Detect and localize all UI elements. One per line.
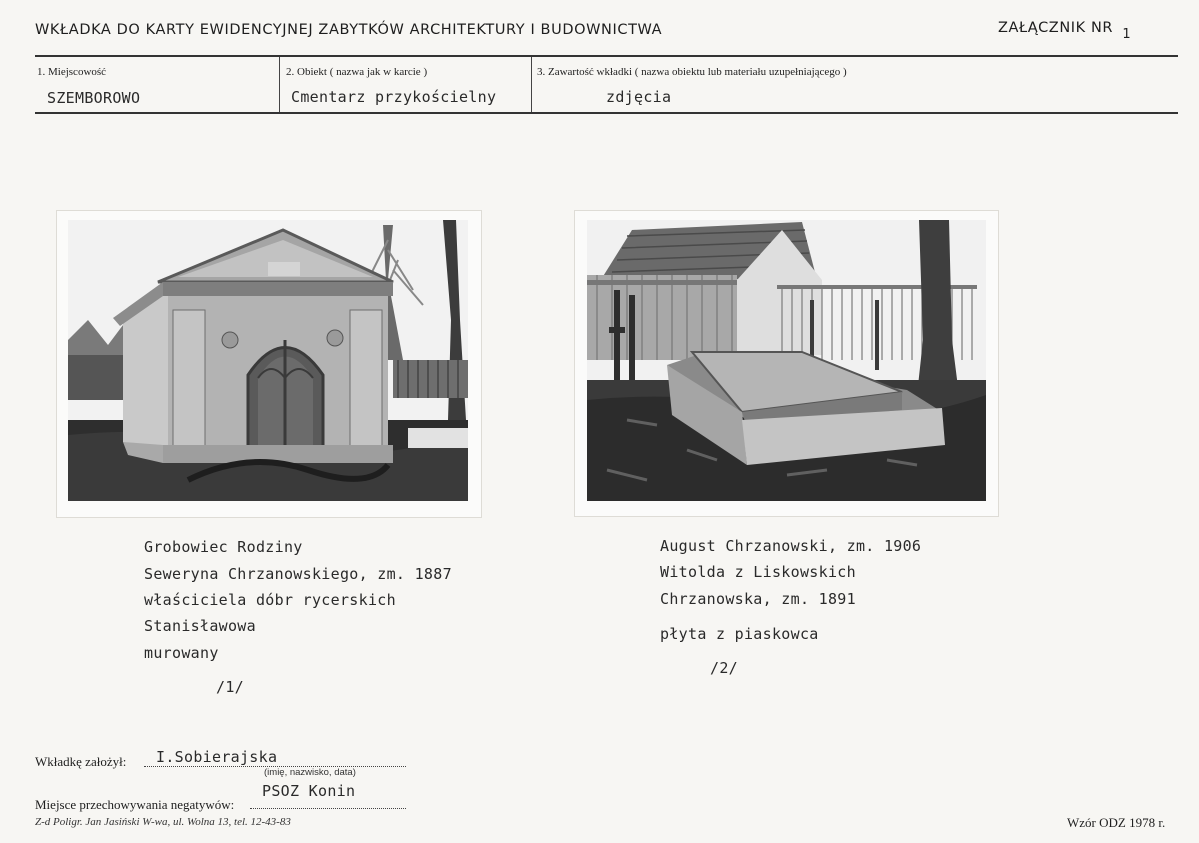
field-divider-1 — [279, 57, 280, 112]
header-top-rule — [35, 55, 1178, 57]
storage-dotted-line — [250, 808, 406, 809]
locality-value: SZEMBOROWO — [47, 89, 141, 107]
locality-label: 1. Miejscowość — [37, 66, 107, 78]
founder-label: Wkładkę założył: — [35, 754, 127, 769]
slab-photo-image — [587, 220, 986, 501]
field-divider-2 — [531, 57, 532, 112]
photo-tomb — [68, 220, 468, 501]
form-code: Wzór ODZ 1978 r. — [1067, 815, 1166, 830]
photo-1-number: /1/ — [216, 678, 244, 696]
caption-2-line: Witolda z Liskowskich — [660, 563, 856, 581]
object-label: 2. Obiekt ( nazwa jak w karcie ) — [286, 66, 428, 78]
storage-label: Miejsce przechowywania negatywów: — [35, 797, 235, 812]
storage-value: PSOZ Konin — [262, 782, 356, 800]
document-title: WKŁADKA DO KARTY EWIDENCYJNEJ ZABYTKÓW ARCHITEKTURY I BUDOWNICTWA — [35, 22, 663, 38]
attachment-number: 1 — [1122, 27, 1132, 42]
contents-label: 3. Zawartość wkładki ( nazwa obiektu lub materiału uzupełniającego ) — [537, 66, 847, 78]
caption-1 — [144, 538, 524, 718]
founder-hint: (imię, nazwisko, data) — [264, 767, 356, 778]
caption-1-line: Stanisławowa — [144, 617, 256, 635]
attachment-label: ZAŁĄCZNIK NR — [998, 20, 1114, 36]
header-bottom-rule — [35, 112, 1178, 114]
photo-2-number: /2/ — [710, 659, 738, 677]
caption-2-line: Chrzanowska, zm. 1891 — [660, 590, 856, 608]
caption-2 — [660, 537, 1040, 687]
caption-1-line: właściciela dóbr rycerskich — [144, 591, 396, 609]
caption-2-line: August Chrzanowski, zm. 1906 — [660, 537, 922, 555]
contents-value: zdjęcia — [606, 88, 672, 106]
tomb-photo-image — [68, 220, 468, 501]
caption-1-line: murowany — [144, 644, 219, 662]
printer-info: Z-d Poligr. Jan Jasiński W-wa, ul. Wolna 13, tel. 12-43-83 — [35, 816, 291, 828]
attachment-number-label — [998, 20, 1132, 42]
object-value: Cmentarz przykościelny — [291, 88, 497, 106]
founder-value: I.Sobierajska — [156, 748, 278, 766]
caption-1-line: Seweryna Chrzanowskiego, zm. 1887 — [144, 565, 452, 583]
caption-1-line: Grobowiec Rodziny — [144, 538, 303, 556]
caption-2-line: płyta z piaskowca — [660, 625, 819, 643]
photo-slab — [587, 220, 986, 501]
